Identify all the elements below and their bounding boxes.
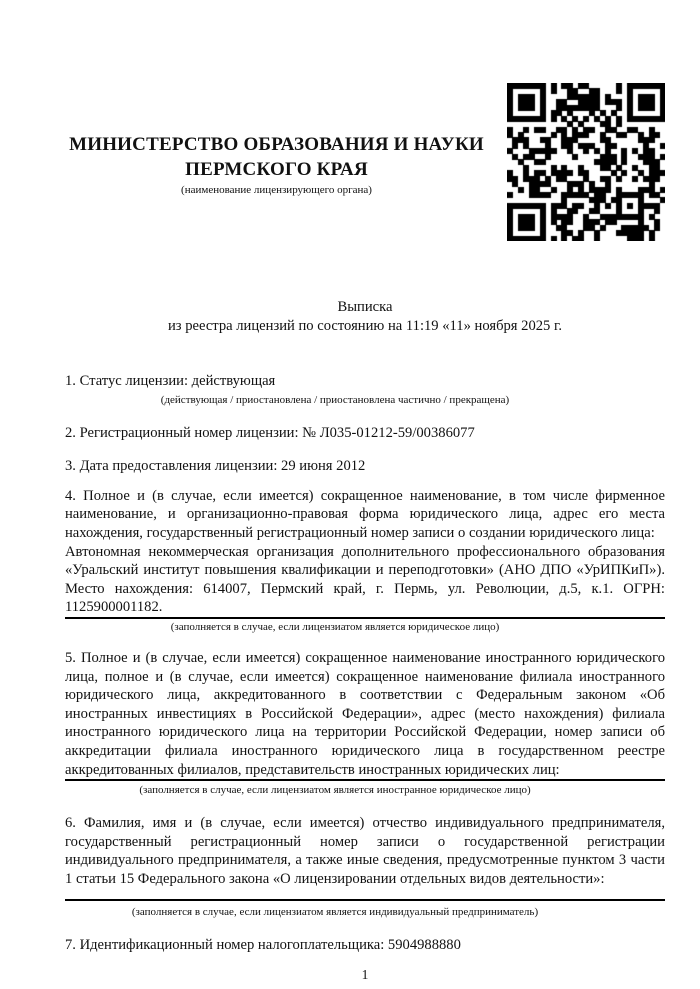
item-4-label: 4. Полное и (в случае, если имеется) сокращенное наименование, в том числе фирменное наименование, и организационно-правовая форма юридического лица, адрес его места нахождения, государственный регистрационный номер записи о создании юридического лица: — [65, 487, 665, 541]
item-1-text: 1. Статус лицензии: действующая — [65, 373, 276, 389]
item-7-inn — [65, 936, 665, 955]
qr-code-icon — [507, 83, 665, 241]
item-4-caption: (заполняется в случае, если лицензиатом является юридическое лицо) — [170, 620, 500, 633]
item-6-individual-entrepreneur — [65, 814, 665, 920]
page-number: 1 — [361, 967, 369, 983]
item-2-reg-number — [65, 424, 665, 443]
fill-line — [65, 779, 665, 781]
item-1-status — [65, 372, 665, 408]
item-5-label: 5. Полное и (в случае, если имеется) сокращенное наименование иностранного юридического лица, полное и (в случае, если имеется) сокращенное наименование филиала иностранного юридического лица, аккредитованного в соответствии с Федеральным законом «Об иностранных инвестициях в Российской Федерации», адрес (место нахождения) филиала иностранного юридического лица на территории Российской Федерации, номер записи об аккредитации филиала иностранного юридического лица в государственном реестре аккредитованных филиалов, представительств иностранных юридических лиц: — [65, 649, 665, 778]
ministry-name-line2: ПЕРМСКОГО КРАЯ — [185, 159, 368, 180]
fill-line — [65, 899, 665, 901]
item-7-text: 7. Идентификационный номер налогоплательщика: 5904988880 — [65, 937, 461, 954]
item-6-caption: (заполняется в случае, если лицензиатом является индивидуальный предприниматель) — [131, 906, 539, 919]
fill-line — [65, 617, 665, 619]
item-6-label: 6. Фамилия, имя и (в случае, если имеется) отчество индивидуального предпринимателя, государственный регистрационный номер записи о государственной регистрации индивидуального предпринимателя, а также иные сведения, предусмотренные пунктом 3 части 1 статьи 15 Федерального закона «О лицензировании отдельных видов деятельности»: — [65, 815, 665, 887]
item-5-foreign-entity — [65, 649, 665, 798]
document-title: Выписка — [337, 299, 393, 315]
ministry-name-line1: МИНИСТЕРСТВО ОБРАЗОВАНИЯ И НАУКИ — [69, 134, 484, 155]
license-items — [65, 372, 665, 955]
item-2-text: 2. Регистрационный номер лицензии: № Л035-01212-59/00386077 — [65, 424, 475, 441]
licensing-authority-block — [65, 80, 488, 241]
item-1-caption: (действующая / приостановлена / приостановлена частично / прекращена) — [160, 393, 510, 406]
document-subtitle: из реестра лицензий по состоянию на 11:19 «11» ноября 2025 г. — [167, 318, 562, 334]
item-4-org-info — [65, 487, 665, 635]
document-header — [65, 80, 665, 241]
item-3-grant-date — [65, 457, 665, 476]
item-5-caption: (заполняется в случае, если лицензиатом является иностранное юридическое лицо) — [139, 784, 531, 797]
ministry-name-caption: (наименование лицензирующего органа) — [181, 184, 372, 196]
item-3-text: 3. Дата предоставления лицензии: 29 июня 2012 — [65, 458, 366, 475]
item-4-value: Автономная некоммерческая организация дополнительного профессионального образования «Уральский институт повышения квалификации и переподготовки» (АНО ДПО «УрИПКиП»). Место нахождения: 614007, Пермский край, г. Пермь, ул. Революции, д.5, к.1. ОГРН: 1125900001182. — [65, 543, 665, 616]
document-title-block — [65, 298, 665, 336]
